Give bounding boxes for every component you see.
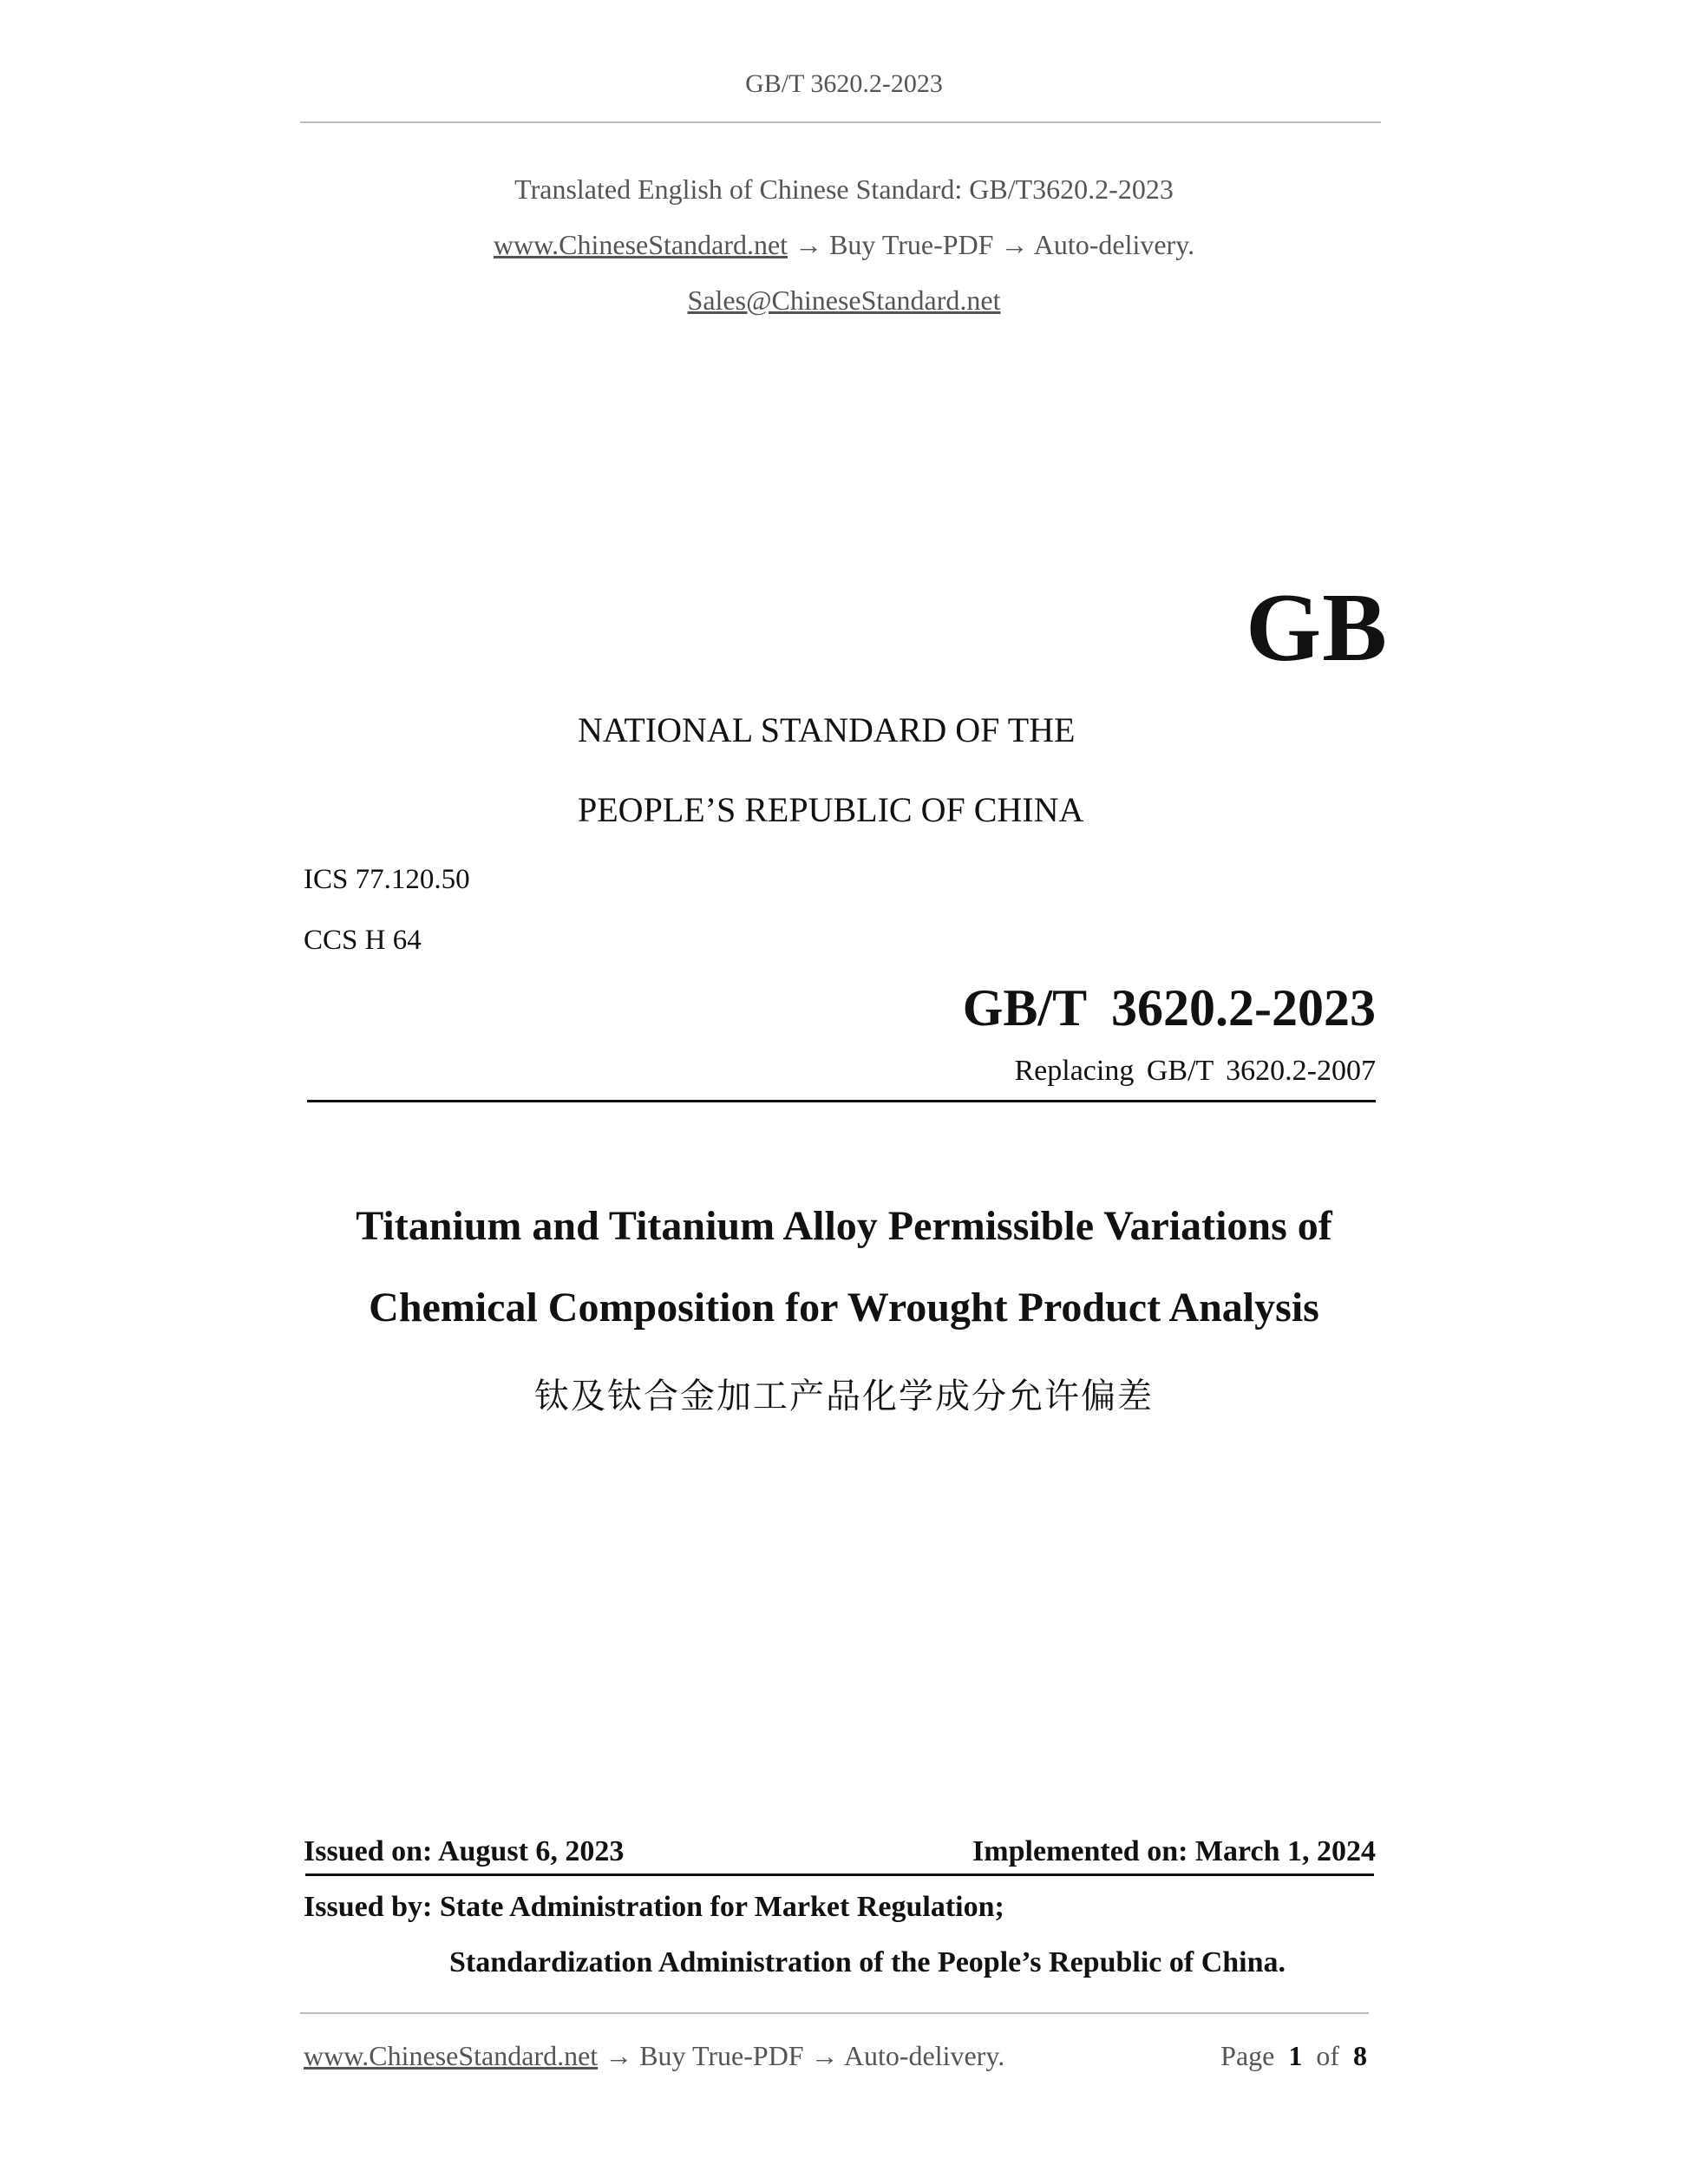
running-header: GB/T 3620.2-2023 [745, 69, 943, 98]
issued-by-line-1: Issued by: State Administration for Market Regulation; [304, 1891, 1004, 1923]
implemented-on: Implemented on: March 1, 2024 [972, 1835, 1376, 1867]
national-standard-line-2: PEOPLE’S REPUBLIC OF CHINA [578, 790, 1084, 829]
title-chinese: 钛及钛合金加工产品化学成分允许偏差 [534, 1376, 1154, 1416]
page-current: 1 [1288, 2040, 1303, 2071]
footer-divider [300, 2012, 1369, 2014]
header-divider [300, 121, 1381, 123]
issued-by-line-2: Standardization Administration of the People’s Republic of China. [449, 1946, 1286, 1978]
replacing-note: Replacing GB/T 3620.2-2007 [1014, 1055, 1376, 1087]
gb-mark: GB [1246, 574, 1388, 682]
page-indicator [1220, 2040, 1367, 2072]
ics-code: ICS 77.120.50 [304, 864, 470, 895]
title-line-2: Chemical Composition for Wrought Product Analysis [369, 1285, 1319, 1331]
issued-on: Issued on: August 6, 2023 [304, 1835, 625, 1867]
promo-line-3 [0, 284, 1688, 317]
national-standard-line-1: NATIONAL STANDARD OF THE [578, 710, 1076, 749]
standard-number: GB/T 3620.2-2023 [962, 979, 1376, 1036]
footer-promo [304, 2040, 1004, 2072]
page-total: 8 [1353, 2040, 1367, 2071]
sales-email-link[interactable]: Sales@ChineseStandard.net [687, 284, 1001, 316]
footer-promo-rest: → Buy True-PDF → Auto-delivery. [598, 2040, 1005, 2071]
page-label: Page [1220, 2040, 1275, 2071]
ccs-code: CCS H 64 [304, 925, 422, 956]
standard-number-divider [307, 1100, 1376, 1102]
promo-line-2 [0, 229, 1688, 261]
site-link[interactable]: www.ChineseStandard.net [493, 229, 788, 260]
page-of: of [1316, 2040, 1339, 2071]
footer-site-link[interactable]: www.ChineseStandard.net [304, 2040, 599, 2071]
promo-line-1: Translated English of Chinese Standard: GB/T3620.2-2023 [514, 173, 1174, 205]
promo-line-2-rest: → Buy True-PDF → Auto-delivery. [788, 229, 1195, 260]
title-line-1: Titanium and Titanium Alloy Permissible Variations of [356, 1203, 1332, 1249]
dates-divider [305, 1873, 1374, 1876]
